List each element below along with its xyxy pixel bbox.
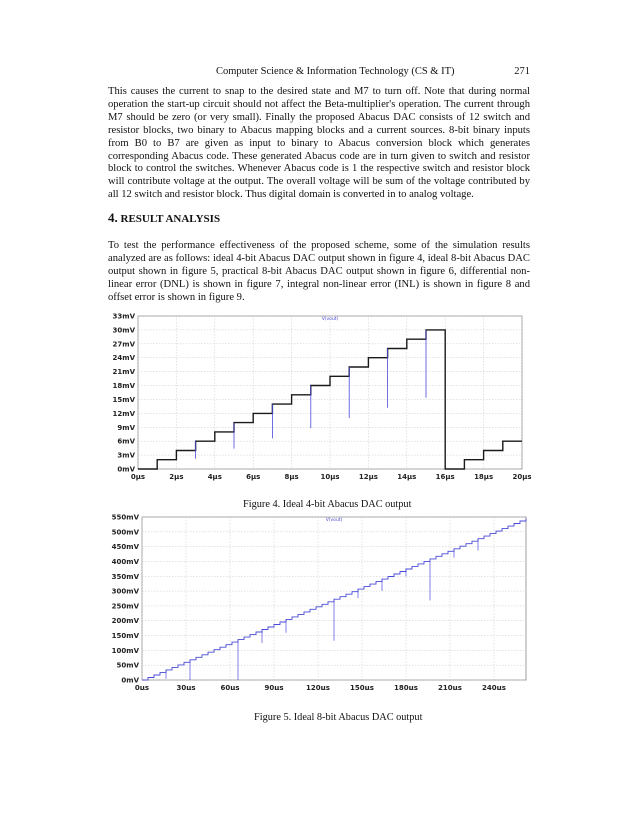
paragraph-1: This causes the current to snap to the desired state and M7 to turn off. Note that during normal operation the start-up circuit should not affect the Beta-multiplier's operation. The current through M7 should be zero (or very small). Finally the proposed Abacus DAC consists of 12 switch and resistor blocks, two binary to Abacus mapping blocks and a current sources. 8-bit binary inputs from B0 to B7 are given as input to binary to Abacus conversion block which generates corresponding Abacus code. These generated Abacus code are in turn given to switch and resistor block to control the switches. Whenever Abacus code is 1 the respective switch and resistor block will contribute voltage at the output. The overall voltage will be sum of the voltage contributed by all 12 switch and resistor block. Thus digital domain is converted in to analog voltage. [108,86,530,201]
plot-frame [142,517,526,680]
y-tick-label: 200mV [111,617,139,626]
x-tick-label: 150µs [350,684,374,690]
x-tick-label: 18µs [474,473,494,481]
y-tick-label: 6mV [117,437,135,446]
y-tick-label: 33mV [112,313,135,321]
x-tick-label: 20µs [512,473,532,481]
x-tick-label: 6µs [246,473,261,481]
x-tick-label: 16µs [435,473,455,481]
y-tick-label: 550mV [111,513,139,522]
y-tick-label: 100mV [111,646,139,655]
figure-5 [108,512,534,690]
y-tick-label: 0mV [121,676,139,685]
y-tick-label: 3mV [117,451,135,460]
x-tick-label: 8µs [284,473,299,481]
y-tick-label: 250mV [111,602,139,611]
page-number: 271 [514,66,530,77]
paragraph-2: To test the performance effectiveness of the proposed scheme, some of the simulation results analyzed are as follows: ideal 4-bit Abacus DAC output shown in figure 4, ideal 8-bit Abacus DAC output shown in figure 5, practical 8-bit Abacus DAC output shown in figure 6, differential non-linear error (DNL) is shown in figure 7, integral non-linear error (INL) is shown in figure 8 and offset error is shown in figure 9. [108,240,530,303]
x-tick-label: 12µs [358,473,378,481]
x-tick-label: 10µs [320,473,340,481]
x-tick-label: 90µs [264,684,284,690]
y-tick-label: 350mV [111,572,139,581]
y-tick-label: 27mV [112,340,135,349]
y-tick-label: 400mV [111,557,139,566]
figure-5-chart [108,512,534,690]
y-tick-label: 12mV [112,409,135,418]
x-tick-label: 14µs [397,473,417,481]
y-tick-label: 50mV [116,661,139,670]
figure-4-chart [108,313,534,485]
section-number: 4. [108,210,118,225]
series-marker: V(vout) [321,317,339,322]
y-tick-label: 300mV [111,587,139,596]
y-tick-label: 450mV [111,543,139,552]
x-tick-label: 60µs [220,684,240,690]
running-title: Computer Science & Information Technology (CS & IT) [216,66,455,77]
x-tick-label: 240µs [482,684,506,690]
y-tick-label: 9mV [117,423,135,432]
x-tick-label: 0µs [134,684,150,690]
x-tick-label: 2µs [169,473,184,481]
figure-5-caption: Figure 5. Ideal 8-bit Abacus DAC output [254,712,423,723]
y-tick-label: 30mV [112,326,135,335]
section-heading [108,210,220,226]
y-tick-label: 18mV [112,382,135,391]
x-tick-label: 4µs [207,473,222,481]
y-tick-label: 21mV [112,368,135,377]
x-tick-label: 180µs [394,684,418,690]
x-tick-label: 30µs [176,684,196,690]
y-tick-label: 150mV [111,632,139,641]
y-tick-label: 24mV [112,354,135,363]
y-tick-label: 500mV [111,528,139,537]
x-tick-label: 210µs [438,684,462,690]
x-tick-label: 0µs [130,473,146,481]
figure-4-caption: Figure 4. Ideal 4-bit Abacus DAC output [243,499,412,510]
y-tick-label: 0mV [117,465,135,474]
y-tick-label: 15mV [112,395,135,404]
section-title: RESULT ANALYSIS [120,213,221,225]
x-tick-label: 120µs [306,684,330,690]
figure-4 [108,313,534,485]
series-marker: V(vout) [325,518,343,523]
